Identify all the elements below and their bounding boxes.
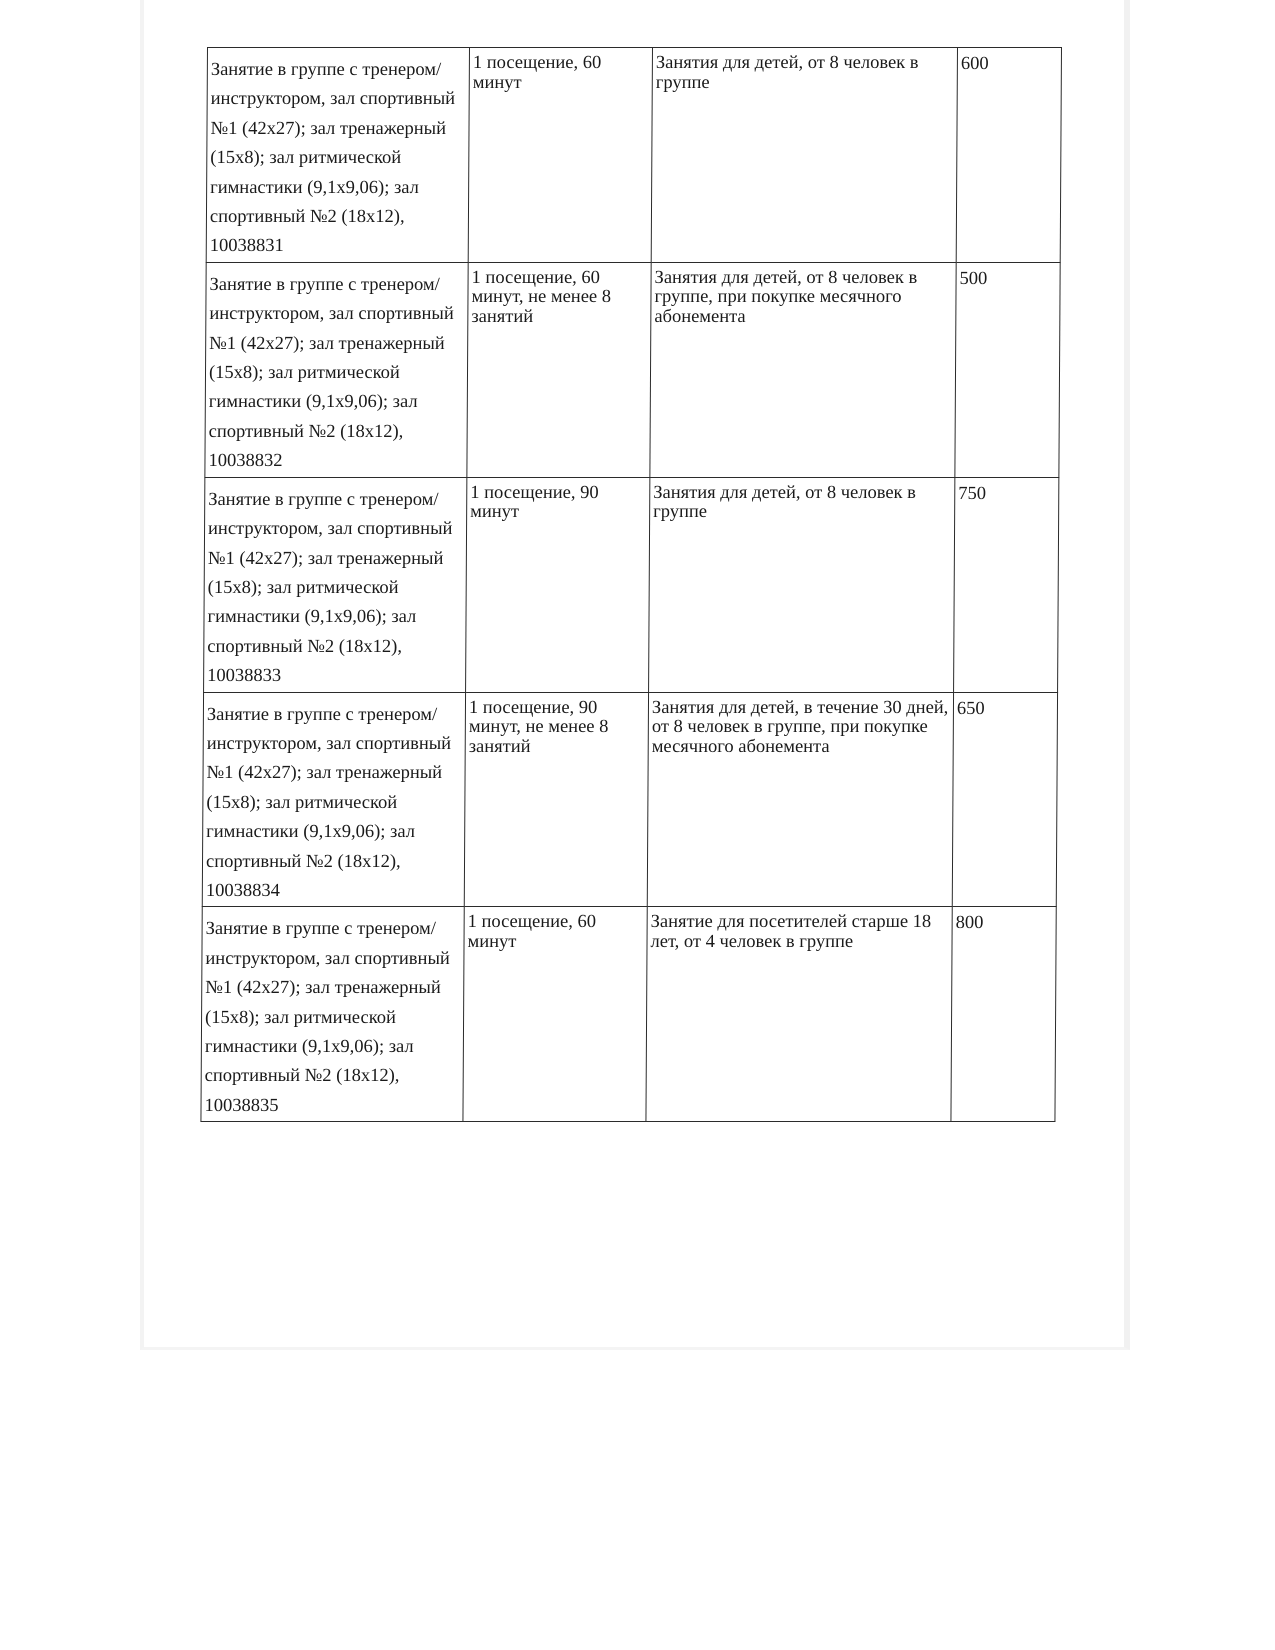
unit-text: 1 посещение, 60 минут bbox=[472, 53, 602, 93]
note-cell bbox=[650, 262, 956, 477]
unit-cell bbox=[463, 907, 647, 1122]
price-value: 800 bbox=[955, 913, 984, 934]
table-row bbox=[204, 477, 1059, 692]
table-row bbox=[206, 48, 1061, 263]
unit-text: 1 посещение, 90 минут, не менее 8 занятий bbox=[468, 697, 609, 757]
note-cell bbox=[649, 477, 955, 692]
price-value: 650 bbox=[956, 698, 985, 719]
service-description: Занятие в группе с тренером/инструктором, зал спортивный №1 (42х27); зал тренажерный (15х8); зал ритмической гимнастики (9,1х9,06); зал спортивный №2 (18х12), 10038835 bbox=[204, 919, 450, 1116]
note-text: Занятия для детей, от 8 человек в группе bbox=[653, 482, 916, 523]
price-value: 500 bbox=[959, 268, 988, 289]
table-row bbox=[202, 692, 1057, 907]
service-description: Занятие в группе с тренером/инструктором, зал спортивный №1 (42х27); зал тренажерный (15х8); зал ритмической гимнастики (9,1х9,06); зал спортивный №2 (18х12), 10038831 bbox=[209, 60, 456, 257]
note-cell bbox=[646, 907, 952, 1122]
unit-text: 1 посещение, 90 минут bbox=[470, 482, 599, 523]
price-cell bbox=[956, 48, 1061, 263]
price-cell bbox=[951, 907, 1056, 1122]
price-list-table bbox=[200, 47, 1062, 1122]
service-cell bbox=[202, 692, 465, 907]
unit-cell bbox=[466, 477, 650, 692]
unit-cell bbox=[468, 48, 652, 263]
note-text: Занятия для детей, в течение 30 дней, от 8 человек в группе, при покупке месячного абонемента bbox=[651, 697, 949, 757]
service-description: Занятие в группе с тренером/инструктором, зал спортивный №1 (42х27); зал тренажерный (15х8); зал ритмической гимнастики (9,1х9,06); зал спортивный №2 (18х12), 10038833 bbox=[207, 489, 453, 687]
service-cell bbox=[206, 48, 469, 263]
table-row bbox=[201, 907, 1056, 1122]
service-cell bbox=[205, 262, 468, 477]
unit-text: 1 посещение, 60 минут, не менее 8 занятий bbox=[471, 267, 612, 327]
service-description: Занятие в группе с тренером/инструктором, зал спортивный №1 (42х27); зал тренажерный (15х8); зал ритмической гимнастики (9,1х9,06); зал спортивный №2 (18х12), 10038834 bbox=[205, 704, 452, 901]
note-cell bbox=[651, 48, 957, 263]
price-cell bbox=[954, 477, 1059, 692]
note-text: Занятия для детей, от 8 человек в группе bbox=[655, 53, 919, 93]
note-text: Занятие для посетителей старше 18 лет, от 4 человек в группе bbox=[650, 912, 932, 952]
unit-text: 1 посещение, 60 минут bbox=[467, 912, 597, 952]
service-description: Занятие в группе с тренером/инструктором, зал спортивный №1 (42х27); зал тренажерный (15х8); зал ритмической гимнастики (9,1х9,06); зал спортивный №2 (18х12), 10038832 bbox=[208, 274, 454, 472]
note-cell bbox=[647, 692, 953, 907]
price-value: 750 bbox=[958, 483, 987, 504]
unit-cell bbox=[467, 262, 651, 477]
price-cell bbox=[952, 692, 1057, 907]
service-cell bbox=[201, 907, 464, 1122]
price-value: 600 bbox=[960, 54, 989, 74]
service-cell bbox=[204, 477, 467, 692]
note-text: Занятия для детей, от 8 человек в группе, при покупке месячного абонемента bbox=[654, 267, 918, 327]
unit-cell bbox=[464, 692, 648, 907]
price-cell bbox=[955, 262, 1060, 477]
table-row bbox=[205, 262, 1060, 477]
